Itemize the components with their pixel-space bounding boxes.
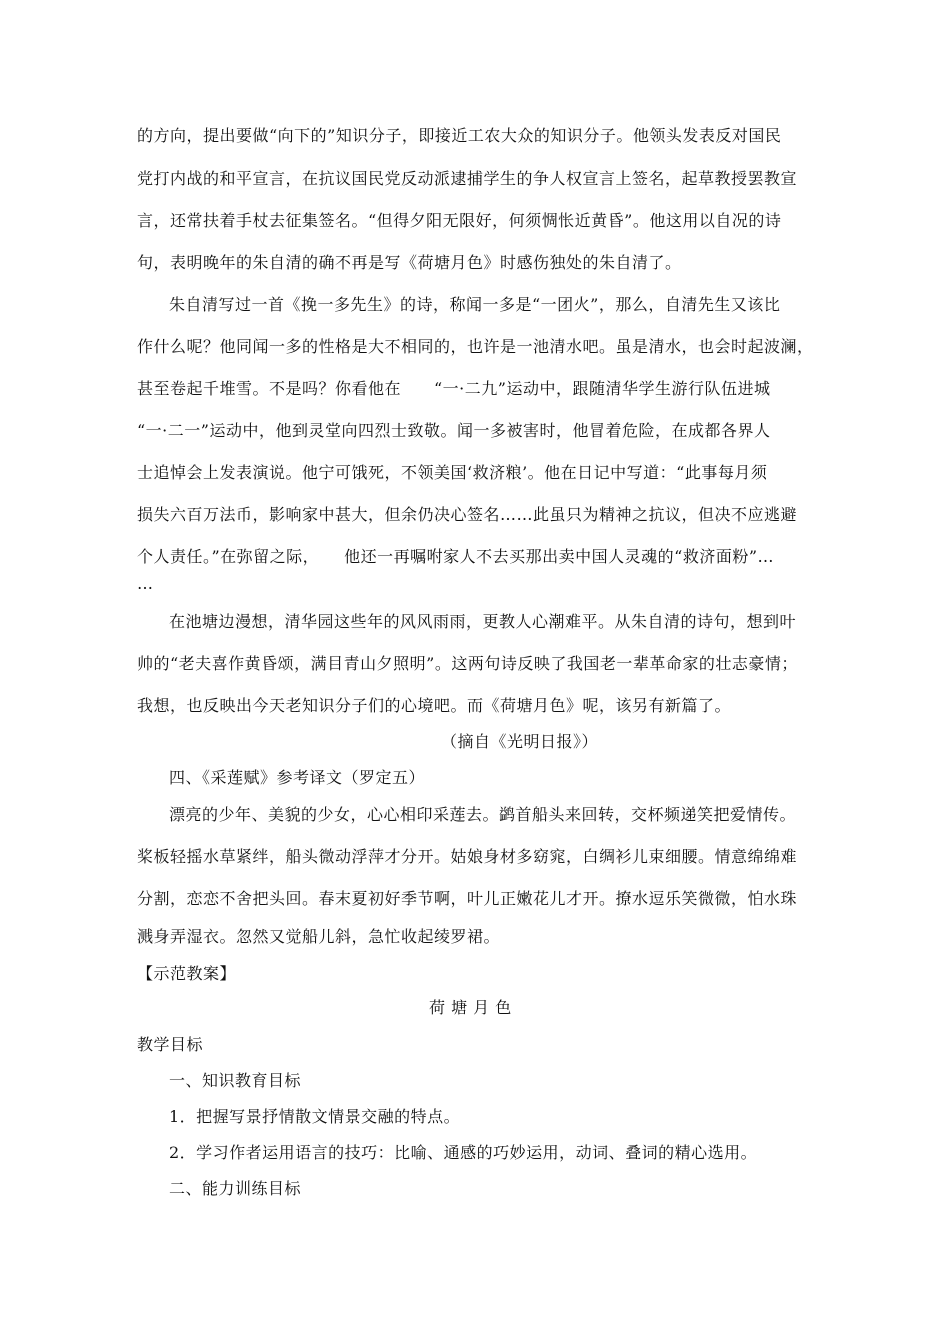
source-citation: （摘自《光明日报》） (441, 732, 599, 751)
paragraph-line: 个人责任。”在弥留之际， 他还一再嘱咐家人不去买那出卖中国人灵魂的“救济面粉”… (137, 547, 775, 566)
paragraph-line: 在池塘边漫想，清华园这些年的风风雨雨，更教人心潮难平。从朱自清的诗句，想到叶 (169, 612, 797, 631)
subheading: 教学目标 (137, 1035, 204, 1054)
subheading: 二、能力训练目标 (169, 1179, 302, 1198)
paragraph-line: 的方向，提出要做“向下的”知识分子，即接近工农大众的知识分子。他领头发表反对国民 (137, 126, 782, 145)
paragraph-line: 党打内战的和平宣言，在抗议国民党反动派逮捕学生的争人权宣言上签名，起草教授罢教宣 (137, 169, 798, 188)
paragraph-line: 句，表明晚年的朱自清的确不再是写《荷塘月色》时感伤独处的朱自清了。 (137, 253, 682, 272)
paragraph-line: … (137, 574, 154, 593)
paragraph-line: 甚至卷起千堆雪。不是吗？你看他在 “一·二九”运动中，跟随清华学生游行队伍进城 (137, 379, 771, 398)
paragraph-line: 作什么呢？他同闻一多的性格是大不相同的，也许是一池清水吧。虽是清水，也会时起波澜， (137, 337, 814, 356)
paragraph-line: 桨板轻摇水草紧绊，船头微动浮萍才分开。姑娘身材多窈窕，白绸衫儿束细腰。情意绵绵难 (137, 847, 798, 866)
lesson-title: 荷 塘 月 色 (429, 998, 512, 1017)
section-label: 【示范教案】 (137, 964, 237, 983)
paragraph-line: 损失六百万法币，影响家中甚大，但余仍决心签名……此虽只为精神之抗议，但决不应逃避 (137, 505, 798, 524)
list-item: 1．把握写景抒情散文情景交融的特点。 (169, 1107, 461, 1126)
paragraph-line: 士追悼会上发表演说。他宁可饿死，不领美国‘救济粮’。他在日记中写道：“此事每月须 (137, 463, 768, 482)
paragraph-line: 言，还常扶着手杖去征集签名。“但得夕阳无限好，何须惆怅近黄昏”。他这用以自况的诗 (137, 211, 782, 230)
list-item: 2．学习作者运用语言的技巧：比喻、通感的巧妙运用，动词、叠词的精心选用。 (169, 1143, 758, 1162)
paragraph-line: “一·二一”运动中，他到灵堂向四烈士致敬。闻一多被害时，他冒着危险，在成都各界人 (137, 421, 771, 440)
section-heading: 四、《采莲赋》参考译文（罗定五） (169, 768, 426, 787)
paragraph-line: 溅身弄湿衣。忽然又觉船儿斜，急忙收起绫罗裙。 (137, 927, 501, 946)
subheading: 一、知识教育目标 (169, 1071, 302, 1090)
paragraph-line: 我想，也反映出今天老知识分子们的心境吧。而《荷塘月色》呢，该另有新篇了。 (137, 696, 732, 715)
paragraph-line: 分割，恋恋不舍把头回。春末夏初好季节啊，叶儿正嫩花儿才开。撩水逗乐笑微微，怕水珠 (137, 889, 798, 908)
paragraph-line: 帅的“老夫喜作黄昏颂，满目青山夕照明”。这两句诗反映了我国老一辈革命家的壮志豪情； (137, 654, 798, 673)
paragraph-line: 漂亮的少年、美貌的少女，心心相印采莲去。鹢首船头来回转，交杯频递笑把爱情传。 (169, 805, 797, 824)
paragraph-line: 朱自清写过一首《挽一多先生》的诗，称闻一多是“一团火”，那么，自清先生又该比 (169, 295, 781, 314)
